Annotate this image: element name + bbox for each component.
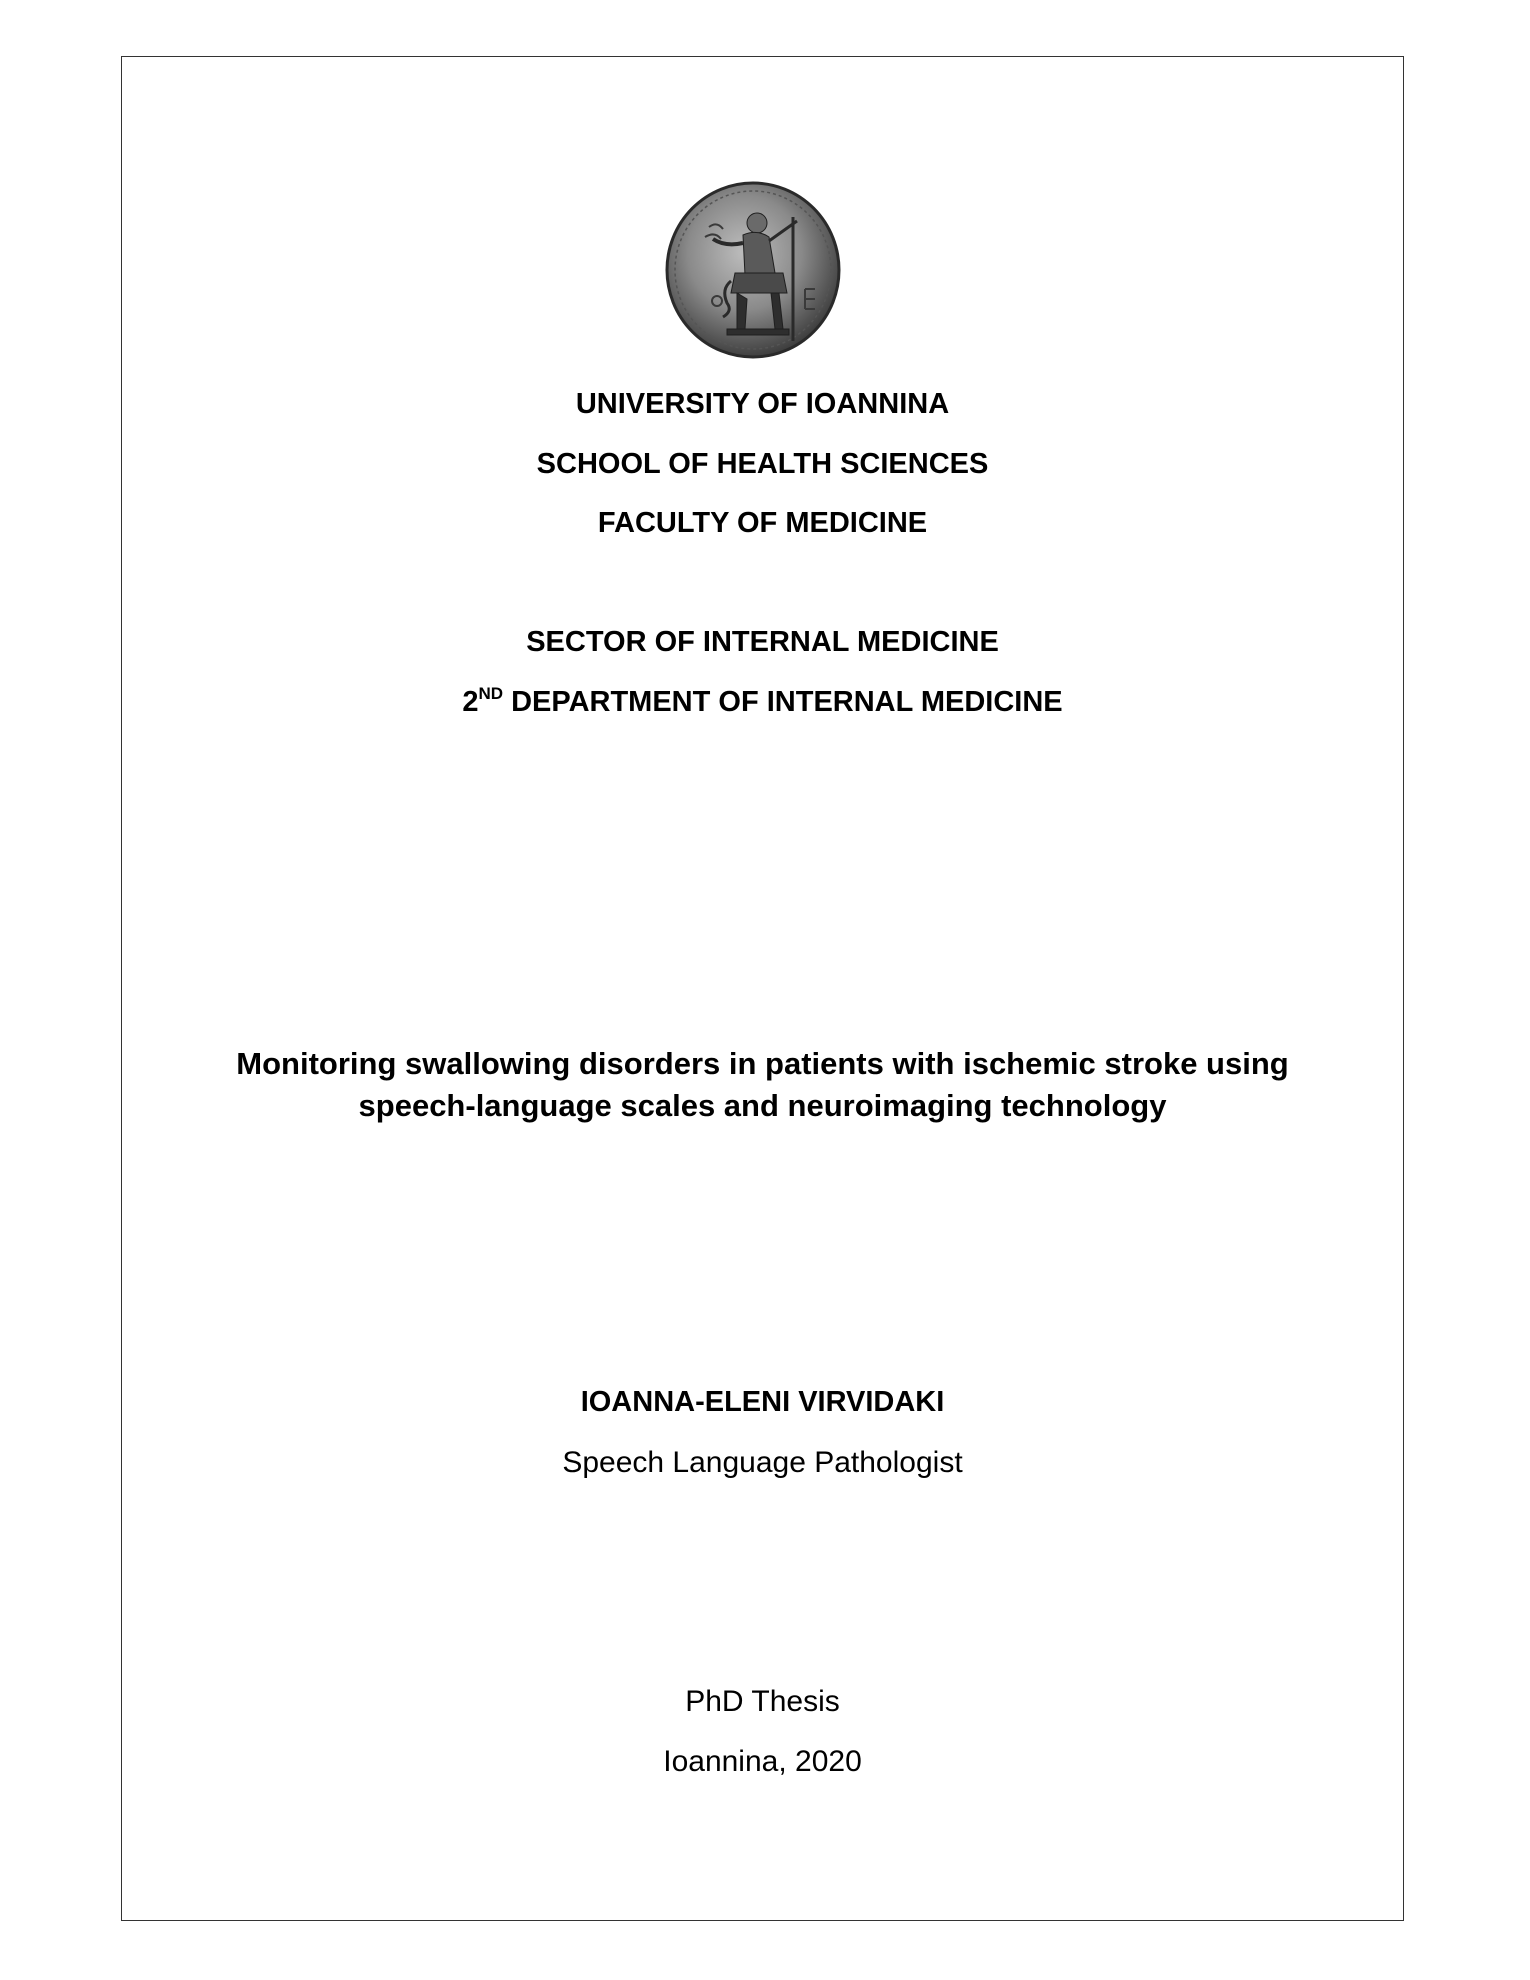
department-title: DEPARTMENT OF INTERNAL MEDICINE: [503, 686, 1063, 718]
author-name: IOANNA-ELENI VIRVIDAKI: [580, 1386, 945, 1418]
thesis-title-line-2: speech-language scales and neuroimaging technology: [358, 1088, 1167, 1123]
sector-name: SECTOR OF INTERNAL MEDICINE: [526, 626, 999, 658]
faculty-name: FACULTY OF MEDICINE: [597, 507, 928, 539]
place-and-year: Ioannina, 2020: [663, 1745, 862, 1778]
department-name: [121, 686, 1404, 719]
document-type: PhD Thesis: [685, 1685, 840, 1718]
school-name: SCHOOL OF HEALTH SCIENCES: [536, 448, 989, 480]
department-number: 2: [462, 686, 479, 718]
university-name: UNIVERSITY OF IOANNINA: [575, 388, 950, 420]
department-ordinal-suffix: ND: [478, 684, 504, 703]
thesis-title-line-1: Monitoring swallowing disorders in patients with ischemic stroke using: [236, 1046, 1289, 1081]
author-role: Speech Language Pathologist: [562, 1446, 963, 1479]
coin-emblem-icon: [665, 181, 841, 359]
